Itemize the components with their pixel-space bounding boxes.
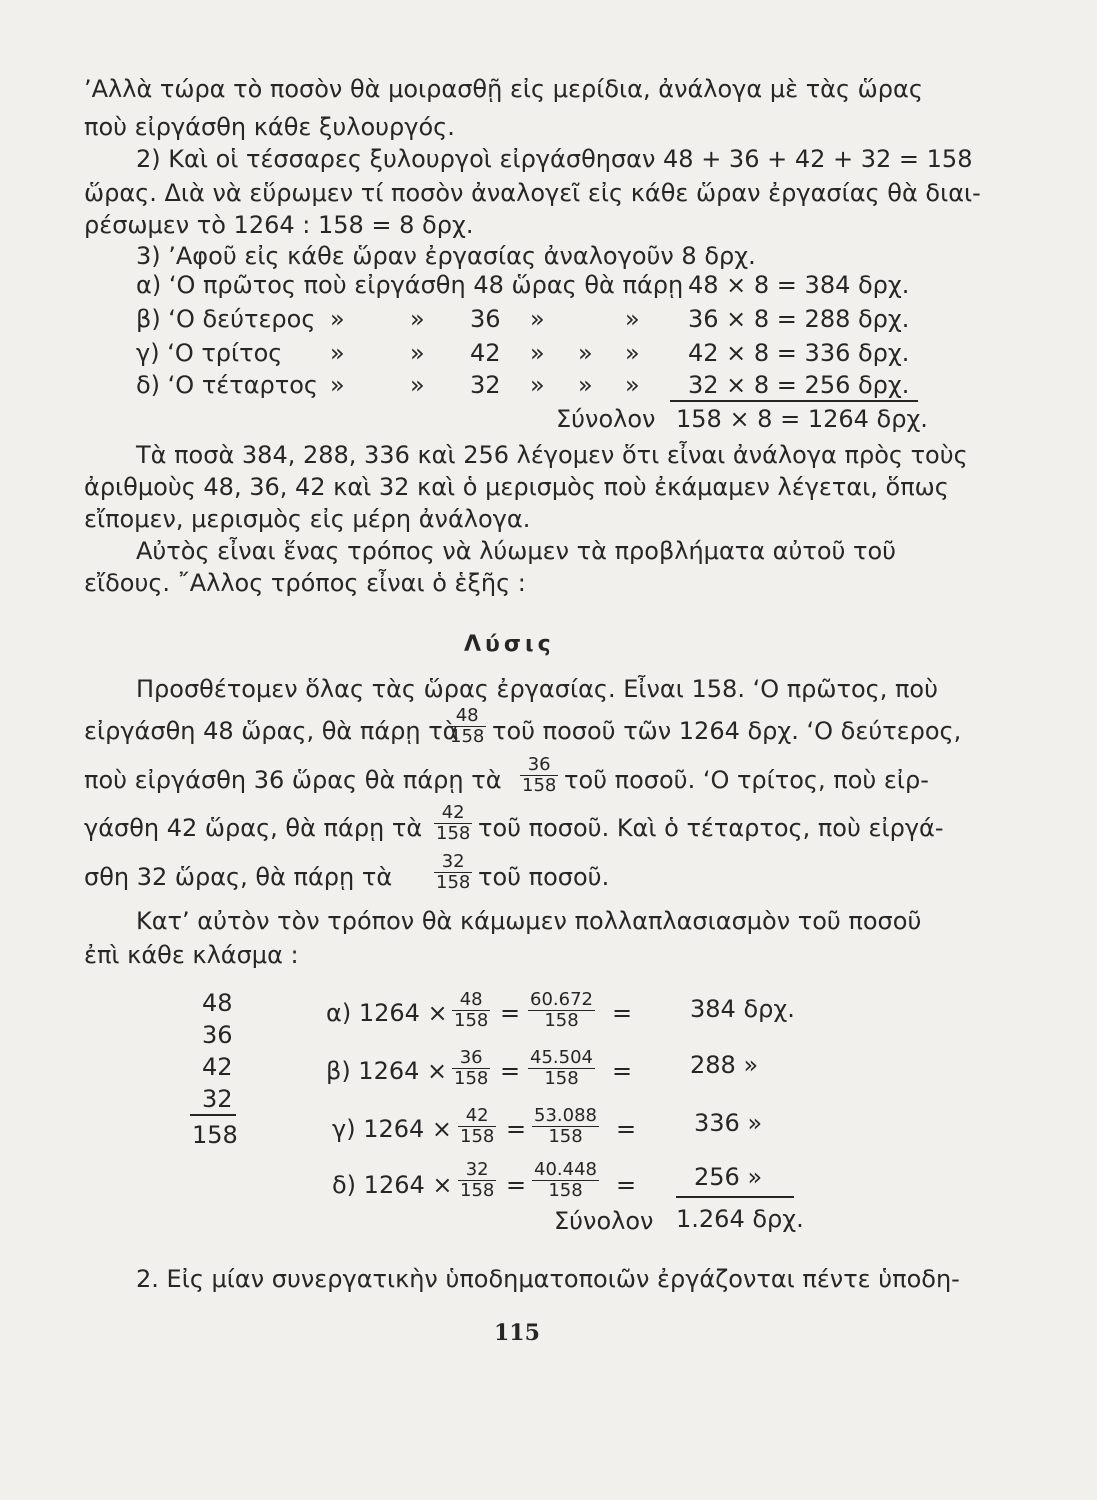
step2-line-1: 2) Καὶ οἱ τέσσαρες ξυλουργοὶ εἰργάσθησαν 48 + 36 + 42 + 32 = 158	[136, 145, 973, 173]
step3-row-a-label: α) ‘Ο πρῶτος ποὺ εἰργάσθη 48 ὥρας θὰ πάρῃ	[136, 271, 684, 299]
explanation-line-1: Τὰ ποσὰ 384, 288, 336 καὶ 256 λέγομεν ὅτι εἶναι ἀνάλογα πρὸς τοὺς	[136, 441, 968, 469]
addition-term: 36	[202, 1021, 233, 1049]
solution-line-2b: τοῦ ποσοῦ τῶν 1264 δρχ. ‘Ο δεύτερος,	[492, 717, 962, 745]
mult-a-label: α) 1264 ×	[326, 999, 448, 1027]
step3-row-b-label: β) ‘Ο δεύτερος	[136, 305, 316, 333]
step3-row-b-calc: 36 × 8 = 288 δρχ.	[688, 305, 910, 333]
step3-row-c-label: γ) ‘Ο τρίτος	[136, 339, 283, 367]
solution-line-1: Προσθέτομεν ὅλας τὰς ὥρας ἐργασίας. Εἶναι 158. ‘Ο πρῶτος, ποὺ	[136, 675, 938, 703]
grand-total-value: 1.264 δρχ.	[676, 1205, 804, 1233]
fraction-48-158: $\frac{48}{158}$	[450, 705, 485, 747]
page-number: 115	[494, 1320, 540, 1346]
ditto-mark: »	[625, 305, 640, 333]
solution-heading: Λύσις	[464, 632, 555, 657]
ditto-mark: »	[530, 371, 545, 399]
solution-line-4a: γάσθη 42 ὥρας, θὰ πάρῃ τὰ	[84, 814, 423, 842]
step2-line-2: ὥρας. Διὰ νὰ εὕρωμεν τί ποσὸν ἀναλογεῖ εἰς κάθε ὥραν ἐργασίας θὰ διαι-	[84, 179, 981, 207]
ditto-mark: »	[578, 339, 593, 367]
explanation-line-2: ἀριθμοὺς 48, 36, 42 καὶ 32 καὶ ὁ μερισμὸς ποὺ ἐκάμαμεν λέγεται, ὅπως	[84, 473, 949, 501]
mult-d-fraction: $\frac{32}{158}$	[460, 1159, 495, 1201]
grand-total-label: Σύνολον	[554, 1207, 654, 1235]
solution-line-2a: εἰργάσθη 48 ὥρας, θὰ πάρῃ τὰ	[84, 717, 459, 745]
equals-sign: =	[506, 1115, 527, 1143]
addition-rule	[190, 1114, 236, 1116]
solution-line-4b: τοῦ ποσοῦ. Καὶ ὁ τέταρτος, ποὺ εἰργά-	[478, 814, 944, 842]
equals-sign: =	[612, 1057, 633, 1085]
explanation-line-3: εἴπομεν, μερισμὸς εἰς μέρη ἀνάλογα.	[84, 505, 531, 533]
ditto-mark: »	[410, 371, 425, 399]
solution-line-5b: τοῦ ποσοῦ.	[478, 863, 610, 891]
explanation-line-5: εἴδους. ῎Αλλος τρόπος εἶναι ὁ ἑξῆς :	[84, 569, 526, 597]
addition-term: 42	[202, 1053, 233, 1081]
step3-line-1: 3) ’Αφοῦ εἰς κάθε ὥραν ἐργασίας ἀναλογοῦν 8 δρχ.	[136, 242, 756, 270]
step3-row-d-label: δ) ‘Ο τέταρτος	[136, 371, 318, 399]
addition-term: 32	[202, 1085, 233, 1113]
step3-row-c-calc: 42 × 8 = 336 δρχ.	[688, 339, 910, 367]
equals-sign: =	[616, 1171, 637, 1199]
mult-d-result: 256 »	[694, 1163, 763, 1191]
ditto-mark: »	[410, 339, 425, 367]
explanation-line-4: Αὐτὸς εἶναι ἕνας τρόπος νὰ λύωμεν τὰ προβλήματα αὐτοῦ τοῦ	[136, 537, 897, 565]
ditto-mark: »	[330, 305, 345, 333]
equals-sign: =	[506, 1171, 527, 1199]
ditto-mark: »	[530, 339, 545, 367]
mult-c-label: γ) 1264 ×	[332, 1115, 453, 1143]
step3-row-d-calc: 32 × 8 = 256 δρχ.	[688, 371, 910, 399]
ditto-mark: »	[530, 305, 545, 333]
ditto-mark: »	[625, 339, 640, 367]
mult-b-fraction: $\frac{36}{158}$	[454, 1047, 489, 1089]
fraction-36-158: $\frac{36}{158}$	[522, 754, 557, 796]
step3-row-a-calc: 48 × 8 = 384 δρχ.	[688, 271, 910, 299]
mult-a-result: 384 δρχ.	[690, 995, 795, 1023]
mult-b-result: 288 »	[690, 1051, 759, 1079]
ditto-mark: »	[330, 339, 345, 367]
step2-line-3: ρέσωμεν τὸ 1264 : 158 = 8 δρχ.	[84, 211, 474, 239]
addition-sum: 158	[192, 1121, 238, 1149]
mult-a-result-fraction: $\frac{60.672}{158}$	[530, 989, 593, 1031]
solution-line-3b: τοῦ ποσοῦ. ‘Ο τρίτος, ποὺ εἰρ-	[564, 766, 929, 794]
fraction-32-158: $\frac{32}{158}$	[436, 851, 471, 893]
step3-total-label: Σύνολον	[556, 405, 656, 433]
mult-c-result: 336 »	[694, 1109, 763, 1137]
mult-d-label: δ) 1264 ×	[332, 1171, 453, 1199]
total-rule	[676, 1196, 794, 1198]
step3-row-c-hours: 42	[470, 339, 501, 367]
step3-total-calc: 158 × 8 = 1264 δρχ.	[676, 405, 928, 433]
equals-sign: =	[612, 999, 633, 1027]
step3-row-d-hours: 32	[470, 371, 501, 399]
ditto-mark: »	[410, 305, 425, 333]
equals-sign: =	[500, 999, 521, 1027]
mult-a-fraction: $\frac{48}{158}$	[454, 989, 489, 1031]
intro-line-1: ’Αλλὰ τώρα τὸ ποσὸν θὰ μοιρασθῇ εἰς μερίδια, ἀνάλογα μὲ τὰς ὥρας	[84, 75, 923, 103]
addition-term: 48	[202, 989, 233, 1017]
next-problem-line: 2. Εἰς μίαν συνεργατικὴν ὑποδηματοποιῶν ἐργάζονται πέντε ὑποδη-	[136, 1265, 960, 1293]
mult-d-result-fraction: $\frac{40.448}{158}$	[534, 1159, 597, 1201]
sum-rule	[670, 400, 918, 402]
solution-line-5a: σθη 32 ὥρας, θὰ πάρῃ τὰ	[84, 863, 393, 891]
ditto-mark: »	[330, 371, 345, 399]
mult-c-fraction: $\frac{42}{158}$	[460, 1105, 495, 1147]
solution-line-7: ἐπὶ κάθε κλάσμα :	[84, 941, 299, 969]
equals-sign: =	[616, 1115, 637, 1143]
fraction-42-158: $\frac{42}{158}$	[436, 802, 471, 844]
mult-b-label: β) 1264 ×	[326, 1057, 448, 1085]
step3-row-b-hours: 36	[470, 305, 501, 333]
intro-line-2: ποὺ εἰργάσθη κάθε ξυλουργός.	[84, 113, 455, 141]
solution-line-3a: ποὺ εἰργάσθη 36 ὥρας θὰ πάρῃ τὰ	[84, 766, 502, 794]
ditto-mark: »	[578, 371, 593, 399]
ditto-mark: »	[625, 371, 640, 399]
equals-sign: =	[500, 1057, 521, 1085]
mult-c-result-fraction: $\frac{53.088}{158}$	[534, 1105, 597, 1147]
mult-b-result-fraction: $\frac{45.504}{158}$	[530, 1047, 593, 1089]
solution-line-6: Κατ’ αὐτὸν τὸν τρόπον θὰ κάμωμεν πολλαπλασιασμὸν τοῦ ποσοῦ	[136, 907, 922, 935]
